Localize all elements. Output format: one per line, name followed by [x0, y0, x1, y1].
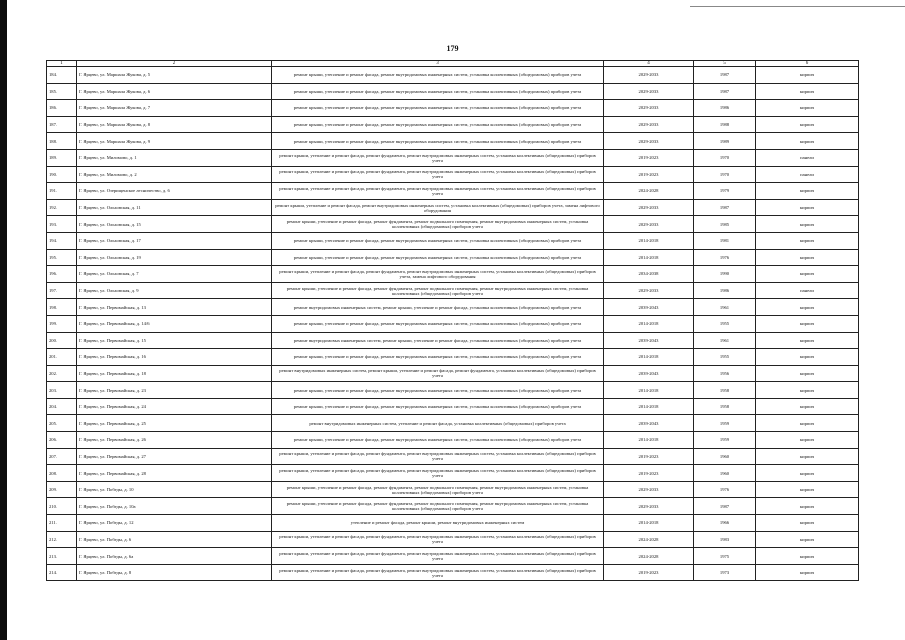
table-row: [47, 382, 859, 399]
row-number: 188.: [47, 133, 77, 150]
works-cell: утепление и ремонт фасада, ремонт крыши, ремонт внутридомовых инженерных систем: [272, 515, 604, 532]
period-cell: 2029-2033: [604, 100, 694, 117]
year-cell: 1975: [694, 548, 756, 565]
material-cell: кирпич: [756, 299, 859, 316]
table-row: [47, 548, 859, 565]
material-cell: кирпич: [756, 531, 859, 548]
table-row: [47, 531, 859, 548]
works-cell: ремонт крыши, утепление и ремонт фасада, ремонт фундамента, ремонт внутридомовых инженерных систем, установка коллективных (общедомовых) приборов учета: [272, 548, 604, 565]
material-cell: кирпич: [756, 349, 859, 366]
column-header-6: 6: [756, 61, 859, 67]
table-row: [47, 515, 859, 532]
year-cell: 1987: [694, 67, 756, 84]
material-cell: панели: [756, 282, 859, 299]
table-row: [47, 232, 859, 249]
works-cell: ремонт крыши, утепление и ремонт фасада, ремонт фундамента, ремонт внутридомовых инженерных систем, установка коллективных (общедомовых) приборов учета, замена лифтового оборудования: [272, 266, 604, 283]
address-cell: Г. Ярцево, ул. Первомайская, д. 14/6: [77, 315, 272, 332]
material-cell: кирпич: [756, 116, 859, 133]
material-cell: кирпич: [756, 100, 859, 117]
material-cell: кирпич: [756, 199, 859, 216]
year-cell: 1958: [694, 382, 756, 399]
material-cell: кирпич: [756, 133, 859, 150]
year-cell: 1985: [694, 216, 756, 233]
year-cell: 1990: [694, 266, 756, 283]
row-number: 210.: [47, 498, 77, 515]
year-cell: 1960: [694, 448, 756, 465]
table-row: [47, 398, 859, 415]
works-cell: ремонт внутридомовых инженерных систем, ремонт крыши, утепление и ремонт фасада, ремонт фундамента, установка коллективных (общедомовых) приборов учета: [272, 365, 604, 382]
year-cell: 1959: [694, 432, 756, 449]
address-cell: Г. Ярцево, ул. Первомайская, д. 15: [77, 332, 272, 349]
material-cell: кирпич: [756, 465, 859, 482]
material-cell: кирпич: [756, 216, 859, 233]
housing-registry-table: [46, 60, 859, 581]
row-number: 204.: [47, 398, 77, 415]
row-number: 203.: [47, 382, 77, 399]
table-row: [47, 100, 859, 117]
table-row: [47, 166, 859, 183]
address-cell: Г. Ярцево, ул. Первомайская, д. 27: [77, 448, 272, 465]
year-cell: 1958: [694, 398, 756, 415]
row-number: 206.: [47, 432, 77, 449]
row-number: 187.: [47, 116, 77, 133]
address-cell: Г. Ярцево, ул. Ольховская, д. 17: [77, 232, 272, 249]
year-cell: 1961: [694, 299, 756, 316]
works-cell: ремонт крыши, утепление и ремонт фасада, ремонт внутридомовых инженерных систем, установка коллективных (общедомовых) приборов учета: [272, 232, 604, 249]
address-cell: Г. Ярцево, ул. Первомайская, д. 23: [77, 382, 272, 399]
works-cell: ремонт крыши, утепление и ремонт фасада, ремонт внутридомовых инженерных систем, установка коллективных (общедомовых) приборов учета: [272, 116, 604, 133]
material-cell: панели: [756, 149, 859, 166]
works-cell: ремонт крыши, утепление и ремонт фасада, ремонт фундамента, ремонт внутридомовых инженерных систем, установка коллективных (общедомовых) приборов учета: [272, 183, 604, 200]
row-number: 185.: [47, 83, 77, 100]
works-cell: ремонт крыши, утепление и ремонт фасада, ремонт внутридомовых инженерных систем, установка коллективных (общедомовых) приборов учета: [272, 382, 604, 399]
material-cell: кирпич: [756, 415, 859, 432]
row-number: 199.: [47, 315, 77, 332]
year-cell: 1960: [694, 465, 756, 482]
works-cell: ремонт крыши, утепление и ремонт фасада, ремонт внутридомовых инженерных систем, установка коллективных (общедомовых) приборов учета: [272, 432, 604, 449]
address-cell: Г. Ярцево, ул. Победы, д. 12: [77, 515, 272, 532]
period-cell: 2029-2033: [604, 216, 694, 233]
year-cell: 1987: [694, 83, 756, 100]
year-cell: 1976: [694, 481, 756, 498]
row-number: 205.: [47, 415, 77, 432]
period-cell: 2019-2023: [604, 166, 694, 183]
year-cell: 1973: [694, 564, 756, 581]
works-cell: ремонт крыши, утепление и ремонт фасада, ремонт фундамента, ремонт подвального помещения, ремонт внутридомовых инженерных систем, установка коллективных (общедомовых) приборов учета: [272, 481, 604, 498]
row-number: 192.: [47, 199, 77, 216]
works-cell: ремонт крыши, утепление и ремонт фасада, ремонт фундамента, ремонт подвального помещения, ремонт внутридомовых инженерных систем, установка коллективных (общедомовых) приборов учета: [272, 282, 604, 299]
row-number: 209.: [47, 481, 77, 498]
year-cell: 1983: [694, 531, 756, 548]
address-cell: Г. Ярцево, ул. Миломово, д. 2: [77, 166, 272, 183]
table-row: [47, 199, 859, 216]
works-cell: ремонт крыши, утепление и ремонт фасада, ремонт внутридомовых инженерных систем, установка коллективных (общедомовых) приборов учета: [272, 67, 604, 84]
material-cell: кирпич: [756, 564, 859, 581]
column-header-1: 1: [47, 61, 77, 67]
address-cell: Г. Ярцево, ул. Первомайская, д. 24: [77, 398, 272, 415]
material-cell: кирпич: [756, 67, 859, 84]
material-cell: панели: [756, 166, 859, 183]
address-cell: Г. Ярцево, ул. Первомайская, д. 16: [77, 349, 272, 366]
material-cell: кирпич: [756, 432, 859, 449]
period-cell: 2014-2018: [604, 349, 694, 366]
table-row: [47, 116, 859, 133]
period-cell: 2019-2023: [604, 564, 694, 581]
year-cell: 1955: [694, 315, 756, 332]
row-number: 193.: [47, 216, 77, 233]
year-cell: 1959: [694, 415, 756, 432]
year-cell: 1961: [694, 332, 756, 349]
material-cell: кирпич: [756, 315, 859, 332]
works-cell: ремонт крыши, утепление и ремонт фасада, ремонт внутридомовых инженерных систем, установка коллективных (общедомовых) приборов учета: [272, 100, 604, 117]
table-row: [47, 481, 859, 498]
works-cell: ремонт крыши, утепление и ремонт фасада, ремонт фундамента, ремонт внутридомовых инженерных систем, установка коллективных (общедомовых) приборов учета: [272, 448, 604, 465]
material-cell: кирпич: [756, 398, 859, 415]
works-cell: ремонт крыши, утепление и ремонт фасада, ремонт фундамента, ремонт внутридомовых инженерных систем, установка коллективных (общедомовых) приборов учета: [272, 531, 604, 548]
works-cell: ремонт крыши, утепление и ремонт фасада, ремонт фундамента, ремонт подвального помещения, ремонт внутридомовых инженерных систем, установка коллективных (общедомовых) приборов учета: [272, 216, 604, 233]
address-cell: Г. Ярцево, ул. Маршала Жукова, д. 5: [77, 67, 272, 84]
row-number: 207.: [47, 448, 77, 465]
row-number: 189.: [47, 149, 77, 166]
period-cell: 2029-2033: [604, 83, 694, 100]
material-cell: кирпич: [756, 448, 859, 465]
year-cell: 1988: [694, 116, 756, 133]
table-row: [47, 315, 859, 332]
row-number: 200.: [47, 332, 77, 349]
works-cell: ремонт крыши, утепление и ремонт фасада, ремонт внутридомовых инженерных систем, установка коллективных (общедомовых) приборов учета, замена лифтового оборудования: [272, 199, 604, 216]
address-cell: Г. Ярцево, ул. Победы, д. 10а: [77, 498, 272, 515]
address-cell: Г. Ярцево, ул. Победы, д. 6а: [77, 548, 272, 565]
table-row: [47, 83, 859, 100]
table-row: [47, 266, 859, 283]
row-number: 201.: [47, 349, 77, 366]
period-cell: 2014-2018: [604, 249, 694, 266]
table-row: [47, 365, 859, 382]
period-cell: 2019-2023: [604, 149, 694, 166]
row-number: 186.: [47, 100, 77, 117]
address-cell: Г. Ярцево, ул. Миломово, д. 1: [77, 149, 272, 166]
period-cell: 2014-2018: [604, 315, 694, 332]
row-number: 194.: [47, 232, 77, 249]
material-cell: кирпич: [756, 332, 859, 349]
material-cell: кирпич: [756, 249, 859, 266]
table-row: [47, 282, 859, 299]
table-row: [47, 415, 859, 432]
material-cell: кирпич: [756, 232, 859, 249]
material-cell: кирпич: [756, 515, 859, 532]
address-cell: Г. Ярцево, ул. Ольховская, д. 11: [77, 199, 272, 216]
scan-edge-bar: [0, 0, 7, 640]
period-cell: 2029-2033: [604, 282, 694, 299]
period-cell: 2029-2033: [604, 199, 694, 216]
table-row: [47, 465, 859, 482]
material-cell: кирпич: [756, 382, 859, 399]
address-cell: Г. Ярцево, ул. Победы, д. 6: [77, 531, 272, 548]
year-cell: 1987: [694, 199, 756, 216]
address-cell: Г. Ярцево, ул. Маршала Жукова, д. 6: [77, 83, 272, 100]
works-cell: ремонт крыши, утепление и ремонт фасада, ремонт внутридомовых инженерных систем, установка коллективных (общедомовых) приборов учета: [272, 315, 604, 332]
period-cell: 2014-2018: [604, 232, 694, 249]
address-cell: Г. Ярцево, ул. Первомайская, д. 28: [77, 465, 272, 482]
works-cell: ремонт крыши, утепление и ремонт фасада, ремонт фундамента, ремонт внутридомовых инженерных систем, установка коллективных (общедомовых) приборов учета: [272, 166, 604, 183]
table-row: [47, 498, 859, 515]
row-number: 213.: [47, 548, 77, 565]
year-cell: 1986: [694, 282, 756, 299]
works-cell: ремонт крыши, утепление и ремонт фасада, ремонт фундамента, ремонт внутридомовых инженерных систем, установка коллективных (общедомовых) приборов учета: [272, 465, 604, 482]
column-header-5: 5: [694, 61, 756, 67]
address-cell: Г. Ярцево, ул. Озерищенское лесничество, д. 6: [77, 183, 272, 200]
year-cell: 1981: [694, 232, 756, 249]
period-cell: 2039-2043: [604, 299, 694, 316]
period-cell: 2039-2043: [604, 365, 694, 382]
address-cell: Г. Ярцево, ул. Маршала Жукова, д. 9: [77, 133, 272, 150]
period-cell: 2029-2033: [604, 498, 694, 515]
address-cell: Г. Ярцево, ул. Маршала Жукова, д. 8: [77, 116, 272, 133]
works-cell: ремонт крыши, утепление и ремонт фасада, ремонт внутридомовых инженерных систем, установка коллективных (общедомовых) приборов учета: [272, 249, 604, 266]
row-number: 197.: [47, 282, 77, 299]
column-header-2: 2: [77, 61, 272, 67]
row-number: 195.: [47, 249, 77, 266]
period-cell: 2039-2043: [604, 415, 694, 432]
works-cell: ремонт внутридомовых инженерных систем, ремонт крыши, утепление и ремонт фасада, установка коллективных (общедомовых) приборов учета: [272, 332, 604, 349]
table-row: [47, 332, 859, 349]
works-cell: ремонт крыши, утепление и ремонт фасада, ремонт фундамента, ремонт подвального помещения, ремонт внутридомовых инженерных систем, установка коллективных (общедомовых) приборов учета: [272, 498, 604, 515]
period-cell: 2029-2033: [604, 481, 694, 498]
works-cell: ремонт крыши, утепление и ремонт фасада, ремонт внутридомовых инженерных систем, установка коллективных (общедомовых) приборов учета: [272, 349, 604, 366]
period-cell: 2024-2028: [604, 548, 694, 565]
material-cell: кирпич: [756, 83, 859, 100]
year-cell: 1979: [694, 183, 756, 200]
address-cell: Г. Ярцево, ул. Победы, д. 10: [77, 481, 272, 498]
row-number: 202.: [47, 365, 77, 382]
year-cell: 1955: [694, 349, 756, 366]
table-row: [47, 249, 859, 266]
year-cell: 1966: [694, 515, 756, 532]
column-header-3: 3: [272, 61, 604, 67]
page-number: 179: [446, 44, 459, 53]
material-cell: кирпич: [756, 481, 859, 498]
period-cell: 2024-2028: [604, 531, 694, 548]
works-cell: ремонт крыши, утепление и ремонт фасада, ремонт внутридомовых инженерных систем, установка коллективных (общедомовых) приборов учета: [272, 83, 604, 100]
works-cell: ремонт крыши, утепление и ремонт фасада, ремонт фундамента, ремонт внутридомовых инженерных систем, установка коллективных (общедомовых) приборов учета: [272, 149, 604, 166]
address-cell: Г. Ярцево, ул. Ольховская, д. 15: [77, 216, 272, 233]
year-cell: 1989: [694, 133, 756, 150]
material-cell: кирпич: [756, 548, 859, 565]
table-row: [47, 349, 859, 366]
table-row: [47, 67, 859, 84]
table-row: [47, 448, 859, 465]
year-cell: 1956: [694, 365, 756, 382]
works-cell: ремонт крыши, утепление и ремонт фасада, ремонт внутридомовых инженерных систем, установка коллективных (общедомовых) приборов учета: [272, 133, 604, 150]
table-row: [47, 432, 859, 449]
material-cell: кирпич: [756, 266, 859, 283]
period-cell: 2029-2033: [604, 67, 694, 84]
table-row: [47, 133, 859, 150]
works-cell: ремонт крыши, утепление и ремонт фасада, ремонт фундамента, ремонт внутридомовых инженерных систем, установка коллективных (общедомовых) приборов учета: [272, 564, 604, 581]
top-rule-line: [690, 6, 905, 7]
row-number: 190.: [47, 166, 77, 183]
address-cell: Г. Ярцево, ул. Первомайская, д. 18: [77, 365, 272, 382]
year-cell: 1987: [694, 498, 756, 515]
row-number: 184.: [47, 67, 77, 84]
year-cell: 1976: [694, 249, 756, 266]
row-number: 211.: [47, 515, 77, 532]
material-cell: кирпич: [756, 365, 859, 382]
address-cell: Г. Ярцево, ул. Первомайская, д. 25: [77, 415, 272, 432]
address-cell: Г. Ярцево, ул. Ольховская, д. 19: [77, 249, 272, 266]
row-number: 212.: [47, 531, 77, 548]
address-cell: Г. Ярцево, ул. Ольховская, д. 9: [77, 282, 272, 299]
year-cell: 1986: [694, 100, 756, 117]
address-cell: Г. Ярцево, ул. Первомайская, д. 13: [77, 299, 272, 316]
row-number: 198.: [47, 299, 77, 316]
material-cell: кирпич: [756, 498, 859, 515]
period-cell: 2014-2018: [604, 398, 694, 415]
period-cell: 2029-2033: [604, 133, 694, 150]
row-number: 196.: [47, 266, 77, 283]
address-cell: Г. Ярцево, ул. Победы, д. 8: [77, 564, 272, 581]
period-cell: 2024-2028: [604, 183, 694, 200]
row-number: 191.: [47, 183, 77, 200]
works-cell: ремонт внутридомовых инженерных систем, утепление и ремонт фасада, установка коллективных (общедомовых) приборов учета: [272, 415, 604, 432]
row-number: 214.: [47, 564, 77, 581]
period-cell: 2014-2018: [604, 515, 694, 532]
column-header-4: 4: [604, 61, 694, 67]
address-cell: Г. Ярцево, ул. Первомайская, д. 26: [77, 432, 272, 449]
material-cell: кирпич: [756, 183, 859, 200]
period-cell: 2014-2018: [604, 382, 694, 399]
table-row: [47, 216, 859, 233]
table-row: [47, 299, 859, 316]
works-cell: ремонт внутридомовых инженерных систем, ремонт крыши, утепление и ремонт фасада, установка коллективных (общедомовых) приборов учета: [272, 299, 604, 316]
period-cell: 2014-2018: [604, 432, 694, 449]
period-cell: 2039-2043: [604, 332, 694, 349]
year-cell: 1970: [694, 149, 756, 166]
table-body: [47, 67, 859, 581]
table-row: [47, 183, 859, 200]
period-cell: 2019-2023: [604, 448, 694, 465]
row-number: 208.: [47, 465, 77, 482]
address-cell: Г. Ярцево, ул. Ольховская, д. 7: [77, 266, 272, 283]
year-cell: 1970: [694, 166, 756, 183]
address-cell: Г. Ярцево, ул. Маршала Жукова, д. 7: [77, 100, 272, 117]
table-row: [47, 149, 859, 166]
period-cell: 2029-2033: [604, 116, 694, 133]
period-cell: 2019-2023: [604, 465, 694, 482]
period-cell: 2034-2038: [604, 266, 694, 283]
works-cell: ремонт крыши, утепление и ремонт фасада, ремонт внутридомовых инженерных систем, установка коллективных (общедомовых) приборов учета: [272, 398, 604, 415]
table-row: [47, 564, 859, 581]
